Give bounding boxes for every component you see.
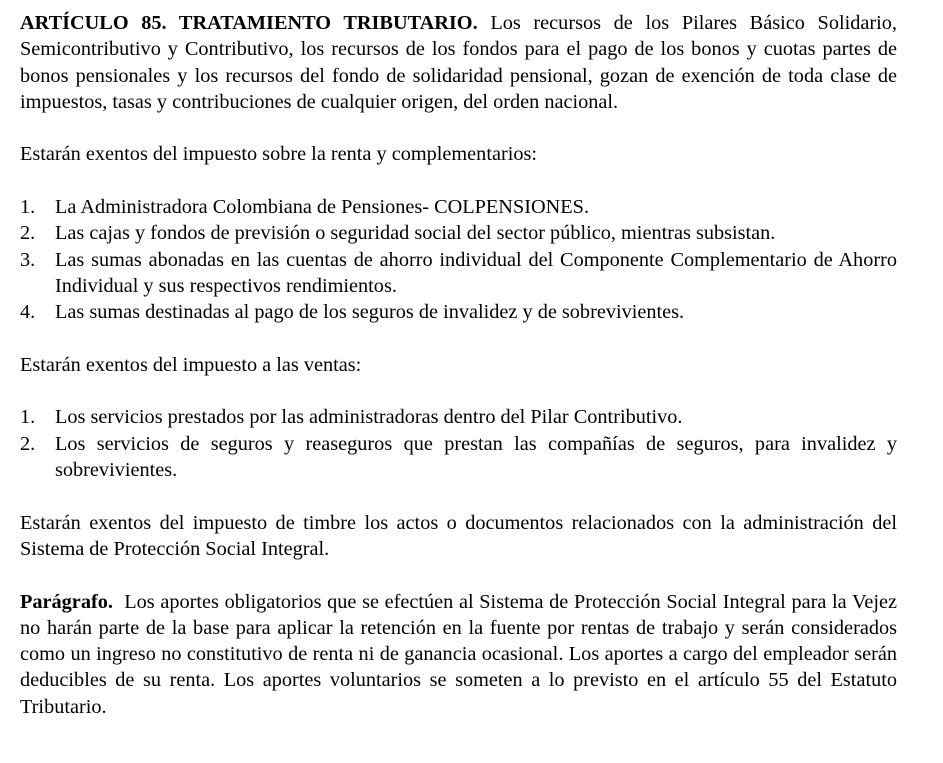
paragrafo-label: Parágrafo. bbox=[20, 590, 113, 613]
paragrafo-text: Los aportes obligatorios que se efectúen al Sistema de Protección Social Integral para la Vejez no harán parte de la base para aplicar la retención en la fuente por rentas de trabajo y serán considerados como un ingreso no constitutivo de renta ni de ganancia ocasional. Los aportes a cargo del empleador serán deducibles de su renta. Los aportes voluntarios se someten a lo previsto en el artículo 55 del Estatuto Tributario. bbox=[20, 590, 903, 718]
paragrafo bbox=[20, 589, 903, 720]
list-text: Las sumas abonadas en las cuentas de ahorro individual del Componente Complementario de Ahorro Individual y sus respectivos rendimientos. bbox=[55, 248, 897, 297]
list-number: 2. bbox=[20, 222, 36, 245]
article-intro-paragraph bbox=[20, 10, 897, 115]
list-item bbox=[20, 431, 897, 484]
ventas-intro: Estarán exentos del impuesto a las ventas: bbox=[20, 353, 362, 376]
list-text: Las sumas destinadas al pago de los seguros de invalidez y de sobrevivientes. bbox=[55, 301, 685, 324]
document-body bbox=[20, 10, 903, 746]
list-number: 3. bbox=[20, 248, 36, 271]
article-intro-text: Los recursos de los Pilares Básico Solidario, Semicontributivo y Contributivo, los recursos de los fondos para el pago de los bonos y cuotas partes de bonos pensionales y los recursos del fondo de solidaridad pensional, gozan de exención de toda clase de impuestos, tasas y contribuciones de cualquier origen, del orden nacional. bbox=[20, 12, 897, 113]
list-number: 1. bbox=[20, 196, 36, 219]
list-text: La Administradora Colombiana de Pensiones- COLPENSIONES. bbox=[55, 196, 590, 219]
list-item bbox=[20, 299, 897, 325]
article-heading: ARTÍCULO 85. TRATAMIENTO TRIBUTARIO. bbox=[20, 12, 478, 34]
timbre-paragraph: Estarán exentos del impuesto de timbre los actos o documentos relacionados con la administración del Sistema de Protección Social Integral. bbox=[20, 511, 897, 560]
ventas-list bbox=[20, 404, 897, 483]
list-number: 4. bbox=[20, 301, 36, 324]
list-number: 2. bbox=[20, 432, 36, 455]
list-item bbox=[20, 220, 897, 246]
list-number: 1. bbox=[20, 406, 36, 429]
list-item bbox=[20, 247, 897, 300]
list-text: Los servicios de seguros y reaseguros que prestan las compañías de seguros, para invalidez y sobrevivientes. bbox=[55, 432, 897, 482]
list-item bbox=[20, 194, 897, 220]
list-text: Las cajas y fondos de previsión o seguridad social del sector público, mientras subsistan. bbox=[55, 222, 776, 245]
renta-list bbox=[20, 194, 897, 325]
renta-intro: Estarán exentos del impuesto sobre la renta y complementarios: bbox=[20, 143, 538, 166]
list-item bbox=[20, 404, 897, 430]
list-text: Los servicios prestados por las administradoras dentro del Pilar Contributivo. bbox=[55, 406, 683, 429]
